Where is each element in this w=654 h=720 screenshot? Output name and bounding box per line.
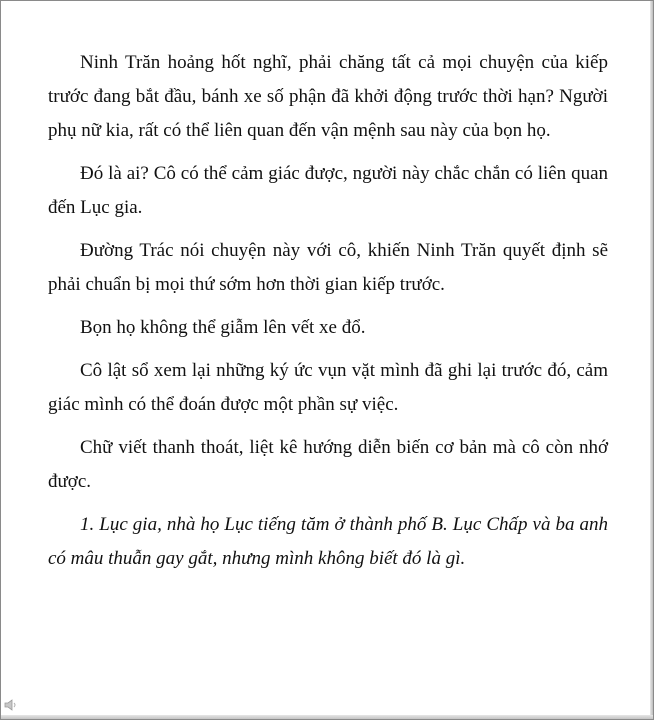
page-bottom-edge	[1, 715, 653, 719]
paragraph-5: Cô lật sổ xem lại những ký ức vụn vặt mình đã ghi lại trước đó, cảm giác mình có thể đoán được một phần sự việc.	[48, 360, 608, 415]
paragraph-6: Chữ viết thanh thoát, liệt kê hướng diễn biến cơ bản mà cô còn nhớ được.	[48, 437, 608, 492]
document-text	[48, 46, 608, 585]
paragraph-1: Ninh Trăn hoảng hốt nghĩ, phải chăng tất cả mọi chuyện của kiếp trước đang bắt đầu, bánh xe số phận đã khởi động trước thời hạn? Người phụ nữ kia, rất có thể liên quan đến vận mệnh sau này của bọn họ.	[48, 52, 608, 141]
paragraph-2: Đó là ai? Cô có thể cảm giác được, người này chắc chắn có liên quan đến Lục gia.	[48, 163, 608, 218]
paragraph-3: Đường Trác nói chuyện này với cô, khiến Ninh Trăn quyết định sẽ phải chuẩn bị mọi thứ sớm hơn thời gian kiếp trước.	[48, 240, 608, 295]
page-right-edge	[650, 1, 653, 719]
paragraph-4: Bọn họ không thể giẫm lên vết xe đổ.	[80, 317, 366, 338]
paragraph-7-list-item: 1. Lục gia, nhà họ Lục tiếng tăm ở thành phố B. Lục Chấp và ba anh có mâu thuẫn gay gắt, nhưng mình không biết đó là gì.	[48, 514, 608, 569]
speaker-icon[interactable]	[4, 699, 18, 711]
